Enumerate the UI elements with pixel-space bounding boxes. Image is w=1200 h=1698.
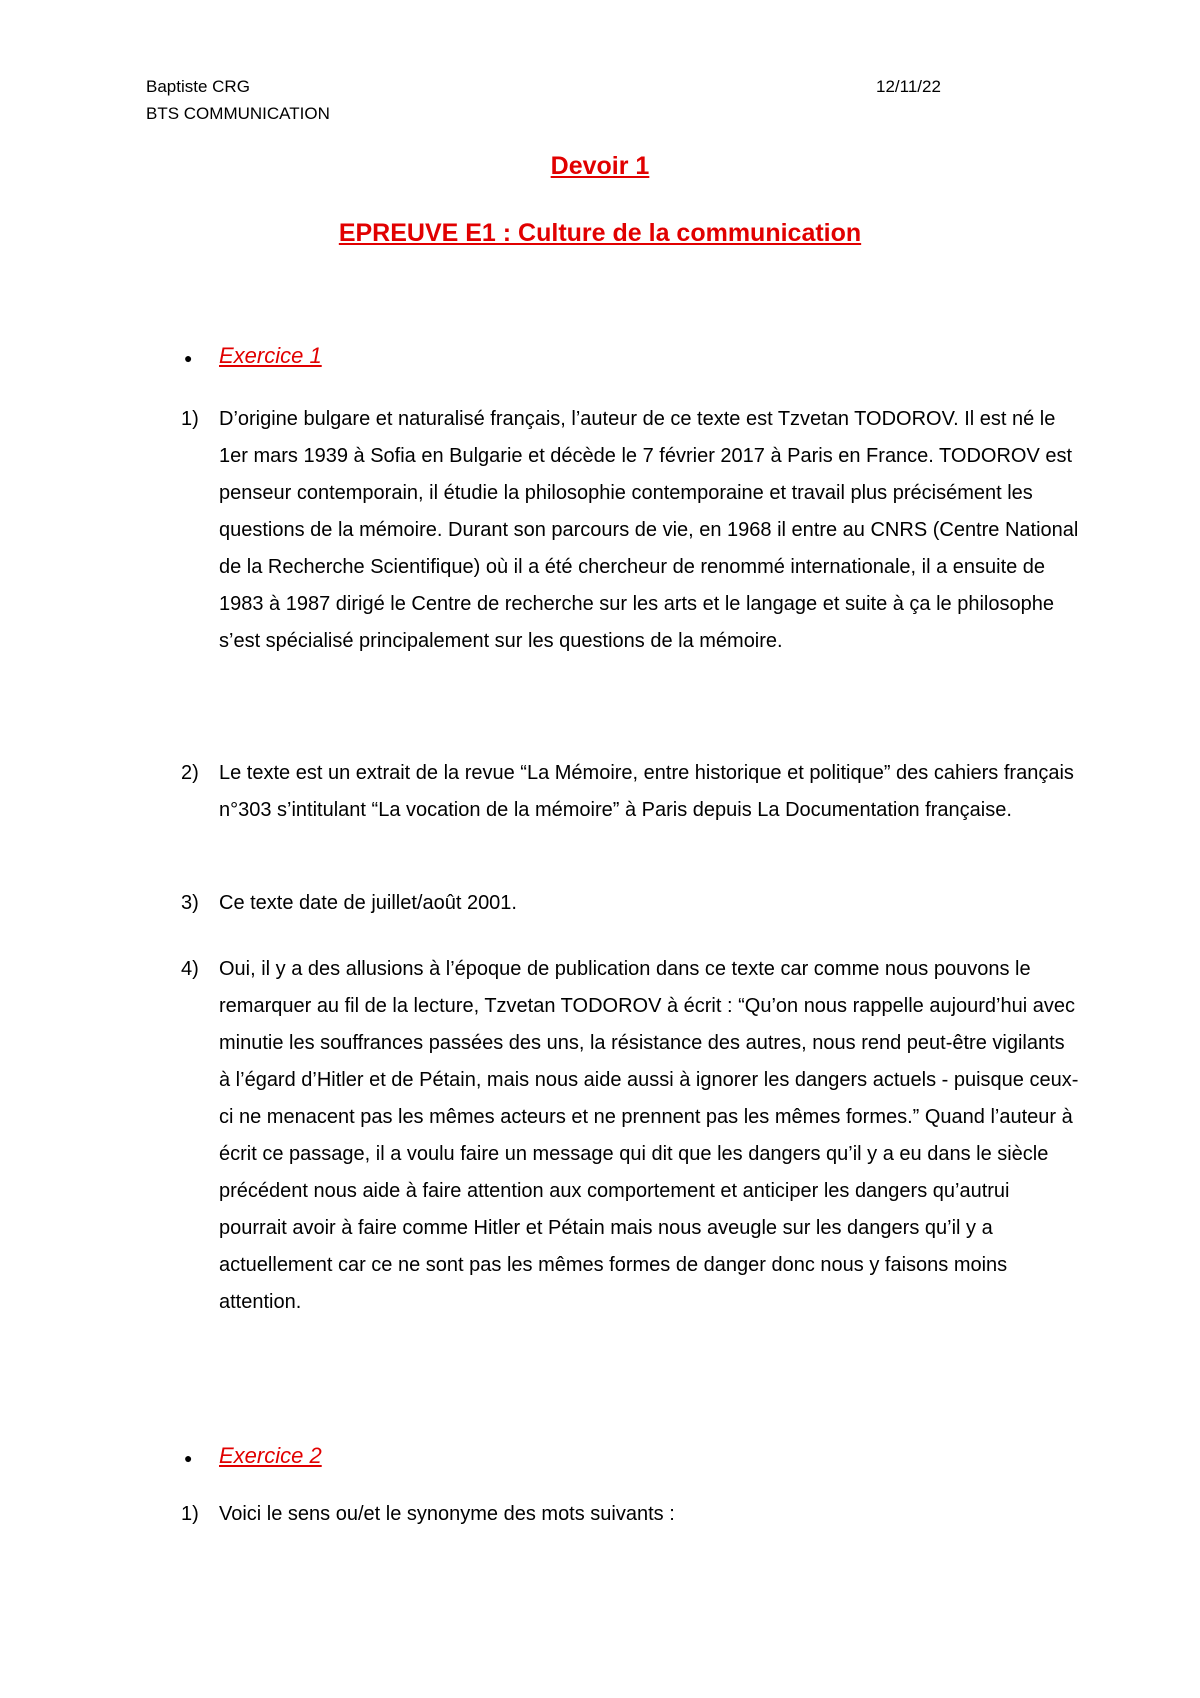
ex1-answer-3-text: Ce texte date de juillet/août 2001. [219, 892, 517, 914]
header-author: Baptiste CRG [146, 77, 250, 96]
exercise-2-heading: Exercice 2 [219, 1443, 322, 1468]
header-program: BTS COMMUNICATION [146, 104, 330, 123]
bullet-icon: ● [184, 350, 193, 366]
ex1-answer-3-number: 3) [181, 892, 199, 914]
ex1-answer-1-text: D’origine bulgare et naturalisé français, l’auteur de ce texte est Tzvetan TODOROV. Il est né le 1er mars 1939 à Sofia en Bulgarie et décède le 7 février 2017 à Paris en France. TODOROV est penseur contemporain, il étudie la philosophie contemporaine et travail plus précisément les questions de la mémoire. Durant son parcours de vie, en 1968 il entre au CNRS (Centre National de la Recherche Scientifique) où il a été chercheur de renommé internationale, il a ensuite de 1983 à 1987 dirigé le Centre de recherche sur les arts et le langage et suite à ça le philosophe s’est spécialisé principalement sur les questions de la mémoire. [219, 408, 1079, 652]
ex1-answer-4-text: Oui, il y a des allusions à l’époque de publication dans ce texte car comme nous pouvons le remarquer au fil de la lecture, Tzvetan TODOROV à écrit : “Qu’on nous rappelle aujourd’hui avec minutie les souffrances passées des uns, la résistance des autres, nous rend peut-être vigilants à l’égard d’Hitler et de Pétain, mais nous aide aussi à ignorer les dangers actuels - puisque ceux-ci ne menacent pas les mêmes acteurs et ne prennent pas les mêmes formes.” Quand l’auteur à écrit ce passage, il a voulu faire un message qui dit que les dangers qu’il y a eu dans le siècle précédent nous aide à faire attention aux comportement et anticiper les dangers qu’autrui pourrait avoir à faire comme Hitler et Pétain mais nous aveugle sur les dangers qu’il y a actuellement car ce ne sont pas les mêmes formes de danger donc nous y faisons moins attention. [219, 958, 1079, 1313]
ex2-answer-1-text: Voici le sens ou/et le synonyme des mots suivants : [219, 1503, 675, 1525]
header-date: 12/11/22 [876, 77, 941, 96]
ex1-answer-2-text: Le texte est un extrait de la revue “La Mémoire, entre historique et politique” des cahiers français n°303 s’intitulant “La vocation de la mémoire” à Paris depuis La Documentation française. [219, 762, 1074, 821]
document-subtitle: EPREUVE E1 : Culture de la communication [338, 219, 862, 247]
ex2-answer-1-number: 1) [181, 1503, 199, 1525]
ex1-answer-2-number: 2) [181, 762, 199, 784]
ex1-answer-4-number: 4) [181, 958, 199, 980]
ex1-answer-1-number: 1) [181, 408, 199, 430]
document-title: Devoir 1 [550, 152, 650, 180]
exercise-1-heading: Exercice 1 [219, 343, 322, 368]
bullet-icon: ● [184, 1450, 193, 1466]
